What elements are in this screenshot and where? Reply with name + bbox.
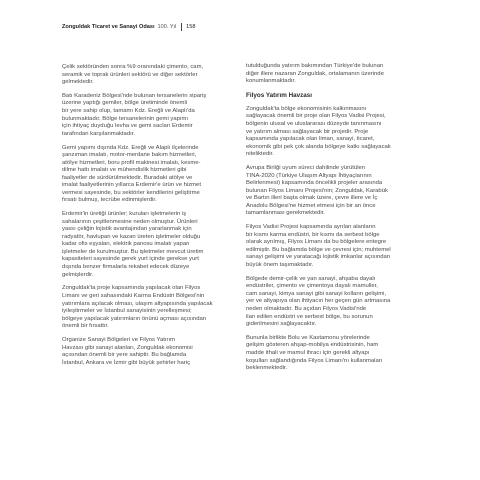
- page-number: 158: [186, 24, 196, 30]
- paragraph: Çelik sektöründen sonra %9 oranındaki çimento, cam, seramik ve toprak ürünleri sektörü ve diğer sektörler gelmektedir.: [62, 64, 204, 86]
- paragraph: Batı Karadeniz Bölgesi'nde bulunan tersanelerin sipariş üzerine yaptığı gemiler, bölge üretiminde önemli bir yere sahip olup, tamamı Kdz. Ereğli ve Alaplı'da bulunmaktadır. Bölge tersanelerinin gemi yapımı için ihtiyaç duyduğu levha ve gemi sacları Erdemir tarafından karşılanmaktadır.: [62, 92, 207, 137]
- right-column: [246, 63, 424, 379]
- paragraph: Zonguldak'ta bölge ekonomisinin kalkınmasını sağlayacak önemli bir proje olan Filyos Vadisi Projesi, bölgenin ulusal ve uluslararası düzeyde tanınmasını ve yatırım alması sağlayacak bir projedir. Proje kapsamında yapılacak olan liman, sanayi, ticaret, ekonomik gibi pek çok alanda bölgeye katkı sağlayacak niteliktedir.: [246, 105, 391, 158]
- anniversary-label: 100. Yıl: [157, 24, 177, 30]
- paragraph: Erdemir'in üretiği ürünler; kuruları işletmelerin iş sahalarının çeşitlenmesine neden olmuştur. Ürünleri yassı çeliğin lojistik avantajından yararlanmak için radyatör, havlupan ve kazan üreten işletmeler olduğu kadar ofis eşyaları, elektrik panosu imalatı yapan işletmeler de kurulmuştur. Bu işletmeler mevcut üretim kapasiteleri sayesinde gerek yurt içinde gerekse yurt dışında benzer firmalarla rekabet edecek düzeye gelmişlerdir.: [62, 211, 204, 278]
- page-header: [62, 22, 195, 32]
- header-divider: [181, 23, 182, 31]
- section-heading: Filyos Yatırım Havzası: [246, 91, 313, 99]
- paragraph: Organize Sanayi Bölgeleri ve Filyos Yatırım Havzası gibi sanayi alanları, Zonguldak ekonomisi açısından önemli bir yere sahiptir. Bu bağlamda İstanbul, Ankara ve İzmir gibi büyük şehirler hariç: [62, 336, 193, 366]
- paragraph: Bölgede demir-çelik ve yan sanayi, ahşaba dayalı endüstriler, çimento ve çimentoya dayalı mamuller, cam sanayi, kimya sanayi gibi sanayi kolların gelişimi, yer ve altyapıya olan ihtiyacın her geçen gün artmasına neden olmaktadır. Bu açıdan Filyos Vadisi'nde ilan edilen endüstri ve serbest bölge, bu sorunun giderilmesini sağlayacaktır.: [246, 275, 391, 328]
- paragraph: Avrupa Birliği uyum süreci dahilinde yürütülen TINA-2020 (Türkiye Ulaşım Altyapı İhtiyaçlarının Belirlenmesi) kapsamında öncelikli projeler arasında bulunan Filyos Limanı Projesi'nin; Zonguldak, Karabük ve Bartın illeri başta olmak üzere, çevre illere ve İç Anadolu Bölgesi'ne hizmet etmesi için bir an önce tamamlanması gerekmektedir.: [246, 165, 388, 217]
- paragraph: Filyos Vadisi Projesi kapsamında ayrılan alanların bir kısmı karma endüstri, bir kısmı da serbest bölge olarak ayrılmış, Filyos Limanı da bu bölgelere entegre edilmiştir. Bu bağlamda bölge ve çevresi için; muhtemel sanayi gelişimi ve yaratacağı lojistik imkanlar açısından büyük önem taşımaktadır.: [246, 224, 391, 268]
- paragraph: tutulduğunda yatırım bakımından Türkiye'de bulunan diğer illere nazaran Zonguldak, ortalamanın üzerinde konumlanmaktadır.: [246, 63, 384, 85]
- paragraph: Bununla birlikte Bolu ve Kastamonu yörelerinde gelişim gösteren ahşap-mobilya endüstrisinin, ham madde ithali ve mamul ihracı için gerekli altyapı koşulları sağlandığında Filyos Limanı'nı kullanmaları beklenmektedir.: [246, 334, 383, 372]
- paragraph: Gemi yapımı dışında Kdz. Ereğli ve Alaplı ilçelerinde şanzıman imalatı, motor-merdane bakım hizmetleri, atölye hizmetleri, boru profil makinesi imalatı, kesme- dilme hattı imalatı ve mühendislik hizmetleri gibi faaliyetler de sürdürülmektedir. Buradaki atölye ve imalat faaliyetlerinin yıllarca Erdemir'e ürün ve hizmet vermesi sayesinde, bu sektörler kendilerini geliştirme fırsatı bulmuş, tecrübe edinmişlerdir.: [62, 144, 201, 204]
- chamber-name: Zonguldak Ticaret ve Sanayi Odası: [62, 24, 155, 30]
- paragraph: Zonguldak'ta proje kapsamında yapılacak olan Filyos Limanı ve geri sahasındaki Karma Endüstri Bölgesi'nin yatırımlara açılacak olması, ulaşım altyapısında yapılacak iyileştirmeler ve İstanbul sanayisinin yerelleşmesi; bölgeye yapılacak yatırımların önünü açması açısından önemli bir fırsattır.: [62, 285, 213, 330]
- left-column: [62, 64, 240, 373]
